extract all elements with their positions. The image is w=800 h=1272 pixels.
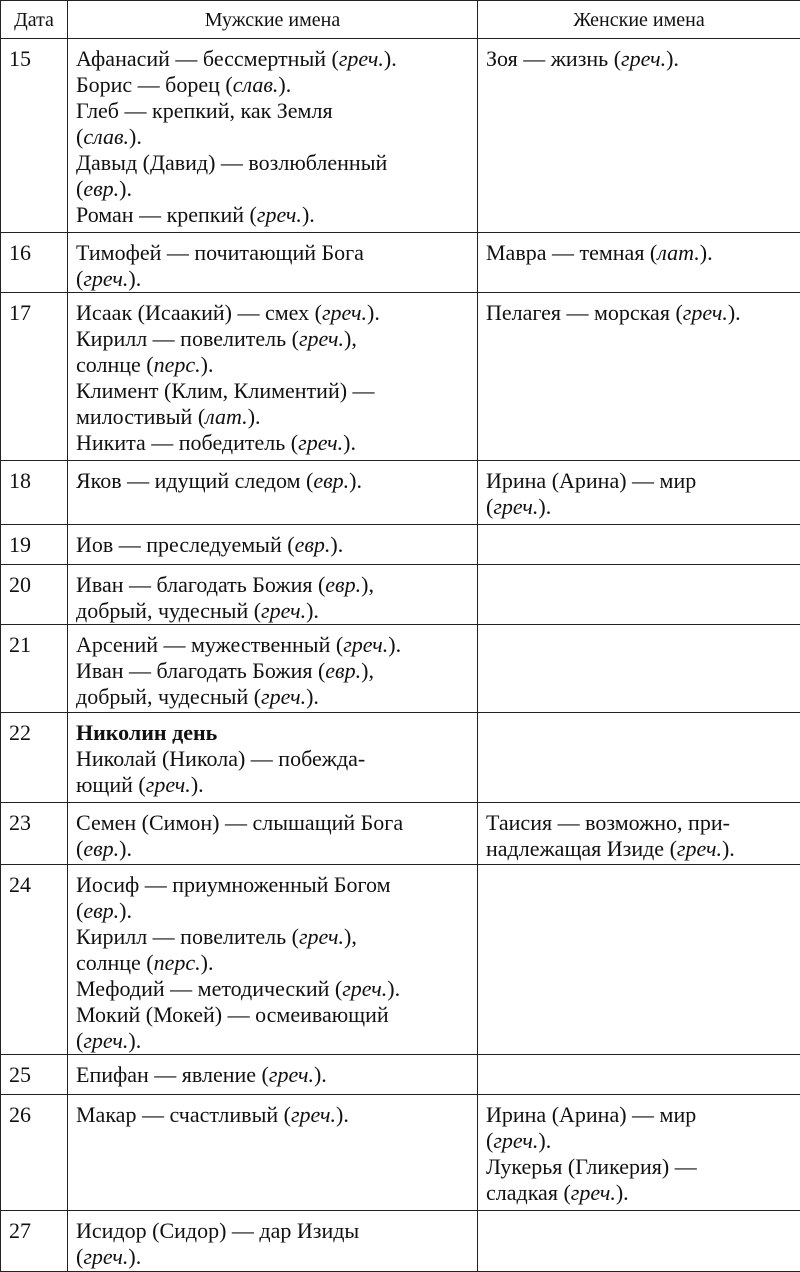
name-text: ). xyxy=(666,46,679,71)
male-names-cell xyxy=(68,461,478,525)
name-entry-line xyxy=(76,684,469,710)
name-text: Таисия — возможно, при- xyxy=(486,810,730,835)
male-names-cell xyxy=(68,1095,478,1211)
name-text: ). xyxy=(538,1128,551,1153)
name-entry-line xyxy=(76,1244,469,1270)
male-names-cell xyxy=(68,293,478,461)
origin-abbreviation: евр. xyxy=(295,532,331,557)
date-cell: 19 xyxy=(1,525,68,565)
name-text: ). xyxy=(248,404,261,429)
name-text: Иван — благодать Божия ( xyxy=(76,658,325,683)
name-text: ), xyxy=(361,572,374,597)
name-entry-line xyxy=(486,1102,792,1128)
name-entry-line xyxy=(76,836,469,862)
male-names-cell xyxy=(68,565,478,625)
name-entry-line xyxy=(486,494,792,520)
name-entry-line xyxy=(76,976,469,1002)
origin-abbreviation: греч. xyxy=(339,46,384,71)
female-names-cell xyxy=(478,39,800,233)
origin-abbreviation: лат. xyxy=(205,404,248,429)
name-text: ). xyxy=(119,898,132,923)
name-text: Борис — борец ( xyxy=(76,72,233,97)
name-text: Макар — счастливый ( xyxy=(76,1102,291,1127)
date-cell: 25 xyxy=(1,1055,68,1095)
name-entry-line xyxy=(486,1180,792,1206)
name-entry-line xyxy=(76,326,469,352)
origin-abbreviation: греч. xyxy=(83,1028,128,1053)
name-entry-line xyxy=(76,150,469,176)
male-names-cell xyxy=(68,39,478,233)
origin-abbreviation: евр. xyxy=(83,176,119,201)
table-row xyxy=(1,565,800,625)
name-entry-line xyxy=(486,46,792,72)
name-text: сладкая ( xyxy=(486,1180,571,1205)
female-names-cell xyxy=(478,625,800,713)
name-text: ( xyxy=(76,124,83,149)
name-entry-line xyxy=(76,924,469,950)
origin-abbreviation: евр. xyxy=(83,898,119,923)
origin-abbreviation: греч. xyxy=(683,300,728,325)
name-text: Епифан — явление ( xyxy=(76,1062,269,1087)
female-names-cell xyxy=(478,293,800,461)
origin-abbreviation: лат. xyxy=(657,240,700,265)
name-entry-line xyxy=(76,378,469,404)
name-entry-line xyxy=(76,872,469,898)
name-text: ). xyxy=(119,176,132,201)
origin-abbreviation: евр. xyxy=(313,468,349,493)
name-text: ). xyxy=(191,772,204,797)
name-entry-line xyxy=(76,352,469,378)
name-entry-line xyxy=(76,532,469,558)
name-text: Климент (Клим, Климентий) — xyxy=(76,378,375,403)
name-text: Глеб — крепкий, как Земля xyxy=(76,98,333,123)
origin-abbreviation: греч. xyxy=(269,1062,314,1087)
name-entry-line xyxy=(486,468,792,494)
name-text: Афанасий — бессмертный ( xyxy=(76,46,339,71)
name-text: ). xyxy=(201,950,214,975)
name-entry-line xyxy=(76,1102,469,1128)
female-names-cell xyxy=(478,1055,800,1095)
name-text: ). xyxy=(128,266,141,291)
name-text: ). xyxy=(278,72,291,97)
name-entry-line xyxy=(76,468,469,494)
female-names-cell xyxy=(478,525,800,565)
name-entry-line xyxy=(76,1028,469,1054)
male-names-cell xyxy=(68,865,478,1055)
name-text: ( xyxy=(76,836,83,861)
name-text: Мавра — темная ( xyxy=(486,240,657,265)
origin-abbreviation: греч. xyxy=(343,632,388,657)
name-entry-line xyxy=(76,266,469,292)
male-names-cell xyxy=(68,525,478,565)
male-names-cell xyxy=(68,1055,478,1095)
date-cell: 16 xyxy=(1,233,68,293)
female-names-cell xyxy=(478,461,800,525)
origin-abbreviation: евр. xyxy=(325,658,361,683)
origin-abbreviation: греч. xyxy=(83,266,128,291)
name-entry-line xyxy=(486,810,792,836)
table-row xyxy=(1,803,800,865)
table-row xyxy=(1,1211,800,1272)
female-names-cell xyxy=(478,803,800,865)
name-entry-line xyxy=(76,1002,469,1028)
female-names-cell xyxy=(478,865,800,1055)
name-text: Зоя — жизнь ( xyxy=(486,46,621,71)
name-text: Пелагея — морская ( xyxy=(486,300,683,325)
name-text: Ирина (Арина) — мир xyxy=(486,468,696,493)
holiday-title: Николин день xyxy=(76,720,217,745)
name-text: Арсений — мужественный ( xyxy=(76,632,343,657)
table-row xyxy=(1,713,800,803)
name-entry-line xyxy=(76,898,469,924)
origin-abbreviation: перс. xyxy=(154,352,201,377)
name-text: ( xyxy=(76,1028,83,1053)
name-text: ). xyxy=(384,46,397,71)
male-names-cell xyxy=(68,233,478,293)
name-entry-line xyxy=(486,300,792,326)
name-entry-line xyxy=(76,1218,469,1244)
name-text: ( xyxy=(76,898,83,923)
origin-abbreviation: греч. xyxy=(298,430,343,455)
name-text: Роман — крепкий ( xyxy=(76,202,257,227)
name-text: Яков — идущий следом ( xyxy=(76,468,313,493)
name-text: надлежащая Изиде ( xyxy=(486,836,677,861)
name-entry-line xyxy=(486,1154,792,1180)
name-text: ( xyxy=(76,176,83,201)
table-row xyxy=(1,865,800,1055)
name-entry-line xyxy=(76,772,469,798)
name-text: ). xyxy=(616,1180,629,1205)
name-text: ). xyxy=(349,468,362,493)
name-entry-line xyxy=(76,598,469,624)
name-text: ( xyxy=(486,1128,493,1153)
date-cell: 26 xyxy=(1,1095,68,1211)
name-entry-line xyxy=(486,1128,792,1154)
name-text: Мефодий — методический ( xyxy=(76,976,342,1001)
name-text: ). xyxy=(387,976,400,1001)
name-text: Тимофей — почитающий Бога xyxy=(76,240,364,265)
female-names-cell xyxy=(478,1095,800,1211)
name-entry-line xyxy=(76,72,469,98)
name-entry-line xyxy=(76,124,469,150)
origin-abbreviation: слав. xyxy=(83,124,129,149)
name-text: Иван — благодать Божия ( xyxy=(76,572,325,597)
name-text: Мокий (Мокей) — осмеивающий xyxy=(76,1002,389,1027)
name-text: ). xyxy=(367,300,380,325)
origin-abbreviation: греч. xyxy=(322,300,367,325)
table-row xyxy=(1,525,800,565)
date-cell: 22 xyxy=(1,713,68,803)
name-entry-line xyxy=(76,404,469,430)
name-text: ( xyxy=(76,1244,83,1269)
female-names-cell xyxy=(478,565,800,625)
column-header-male-names: Мужские имена xyxy=(68,1,478,39)
name-entry-line xyxy=(76,746,469,772)
name-entry-line xyxy=(76,240,469,266)
table-header-row xyxy=(1,1,800,39)
table-body xyxy=(1,39,800,1272)
name-text: ). xyxy=(388,632,401,657)
name-entry-line xyxy=(76,632,469,658)
origin-abbreviation: греч. xyxy=(677,836,722,861)
name-entry-line xyxy=(76,950,469,976)
table-row xyxy=(1,625,800,713)
table-row xyxy=(1,1055,800,1095)
name-text: солнце ( xyxy=(76,950,154,975)
origin-abbreviation: греч. xyxy=(493,494,538,519)
male-names-cell xyxy=(68,1211,478,1272)
name-text: ). xyxy=(302,202,315,227)
name-entry-line xyxy=(76,300,469,326)
name-entry-line xyxy=(76,176,469,202)
origin-abbreviation: евр. xyxy=(83,836,119,861)
name-text: ), xyxy=(344,924,357,949)
origin-abbreviation: слав. xyxy=(233,72,279,97)
date-cell: 27 xyxy=(1,1211,68,1272)
name-text: ). xyxy=(306,598,319,623)
origin-abbreviation: греч. xyxy=(342,976,387,1001)
name-text: Кирилл — повелитель ( xyxy=(76,924,299,949)
name-text: ), xyxy=(361,658,374,683)
name-text: добрый, чудесный ( xyxy=(76,684,261,709)
table-row xyxy=(1,233,800,293)
table-row xyxy=(1,1095,800,1211)
origin-abbreviation: греч. xyxy=(299,924,344,949)
name-text: ). xyxy=(119,836,132,861)
name-entry-line xyxy=(76,430,469,456)
name-text: ). xyxy=(336,1102,349,1127)
name-text: Ирина (Арина) — мир xyxy=(486,1102,696,1127)
name-text: ), xyxy=(344,326,357,351)
table-row xyxy=(1,39,800,233)
origin-abbreviation: греч. xyxy=(571,1180,616,1205)
name-text: Николай (Никола) — побежда- xyxy=(76,746,365,771)
name-entry-line xyxy=(76,720,469,746)
name-text: ). xyxy=(343,430,356,455)
date-cell: 17 xyxy=(1,293,68,461)
name-entry-line xyxy=(76,810,469,836)
name-text: ). xyxy=(700,240,713,265)
name-entry-line xyxy=(76,658,469,684)
origin-abbreviation: греч. xyxy=(299,326,344,351)
name-text: Иосиф — приумноженный Богом xyxy=(76,872,391,897)
name-entry-line xyxy=(76,202,469,228)
date-cell: 15 xyxy=(1,39,68,233)
date-cell: 23 xyxy=(1,803,68,865)
female-names-cell xyxy=(478,1211,800,1272)
name-text: ). xyxy=(728,300,741,325)
name-text: ). xyxy=(306,684,319,709)
name-entry-line xyxy=(76,572,469,598)
name-text: милостивый ( xyxy=(76,404,205,429)
name-text: Исидор (Сидор) — дар Изиды xyxy=(76,1218,359,1243)
origin-abbreviation: греч. xyxy=(146,772,191,797)
origin-abbreviation: греч. xyxy=(291,1102,336,1127)
origin-abbreviation: греч. xyxy=(257,202,302,227)
name-text: ( xyxy=(76,266,83,291)
table-row xyxy=(1,293,800,461)
name-entry-line xyxy=(76,1062,469,1088)
name-text: Давыд (Давид) — возлюбленный xyxy=(76,150,387,175)
name-entry-line xyxy=(486,240,792,266)
origin-abbreviation: перс. xyxy=(154,950,201,975)
female-names-cell xyxy=(478,713,800,803)
name-text: ). xyxy=(314,1062,327,1087)
male-names-cell xyxy=(68,713,478,803)
date-cell: 21 xyxy=(1,625,68,713)
name-text: Исаак (Исаакий) — смех ( xyxy=(76,300,322,325)
name-entry-line xyxy=(76,46,469,72)
name-text: ). xyxy=(330,532,343,557)
name-text: ). xyxy=(538,494,551,519)
origin-abbreviation: греч. xyxy=(83,1244,128,1269)
name-entry-line xyxy=(486,836,792,862)
female-names-cell xyxy=(478,233,800,293)
name-text: ). xyxy=(128,1028,141,1053)
table-row xyxy=(1,461,800,525)
name-text: ). xyxy=(129,124,142,149)
column-header-date: Дата xyxy=(1,1,68,39)
name-text: ). xyxy=(201,352,214,377)
name-text: ). xyxy=(128,1244,141,1269)
name-text: Семен (Симон) — слышащий Бога xyxy=(76,810,403,835)
origin-abbreviation: греч. xyxy=(493,1128,538,1153)
origin-abbreviation: греч. xyxy=(621,46,666,71)
name-text: Кирилл — повелитель ( xyxy=(76,326,299,351)
origin-abbreviation: греч. xyxy=(261,684,306,709)
origin-abbreviation: евр. xyxy=(325,572,361,597)
name-text: Лукерья (Гликерия) — xyxy=(486,1154,697,1179)
column-header-female-names: Женские имена xyxy=(478,1,800,39)
name-text: Никита — победитель ( xyxy=(76,430,298,455)
name-text: ). xyxy=(722,836,735,861)
name-text: добрый, чудесный ( xyxy=(76,598,261,623)
male-names-cell xyxy=(68,803,478,865)
origin-abbreviation: греч. xyxy=(261,598,306,623)
name-entry-line xyxy=(76,98,469,124)
name-text: солнце ( xyxy=(76,352,154,377)
male-names-cell xyxy=(68,625,478,713)
date-cell: 18 xyxy=(1,461,68,525)
date-cell: 24 xyxy=(1,865,68,1055)
name-text: Иов — преследуемый ( xyxy=(76,532,295,557)
name-text: ющий ( xyxy=(76,772,146,797)
name-text: ( xyxy=(486,494,493,519)
date-cell: 20 xyxy=(1,565,68,625)
